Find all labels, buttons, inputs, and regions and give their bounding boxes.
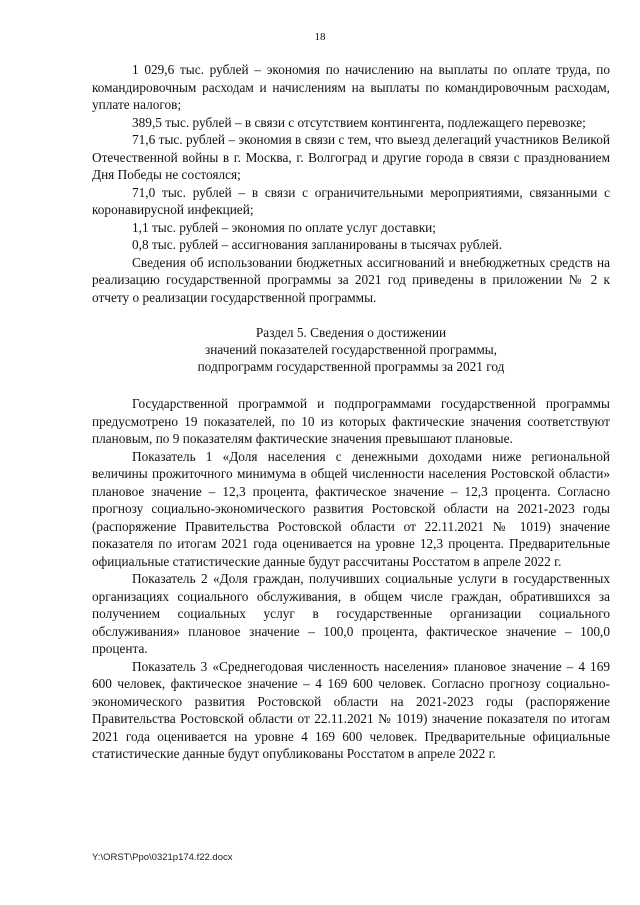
paragraph-indicator-1: Показатель 1 «Доля населения с денежными доходами ниже региональной величины прожиточного минимума в общей численности населения Ростовской области» плановое значение – 12,3 процента, фактическое значение – 12,3 процента. Согласно прогнозу социально-экономического развития Ростовской области на 2021-2023 годы (распоряжение Правительства Ростовской области от 22.11.2021 № 1019) значение показателя по итогам 2021 года оценивается на уровне 12,3 процента. Предварительные официальные статистические данные будут рассчитаны Росстатом в апреле 2022 г. bbox=[92, 448, 610, 569]
paragraph-rounding: 0,8 тыс. рублей – ассигнования запланированы в тысячах рублей. bbox=[132, 237, 503, 252]
page-number: 18 bbox=[314, 31, 326, 43]
paragraph-indicators-overview: Государственной программой и подпрограммами государственной программы предусмотрено 19 показателей, по 10 из которых фактические значения соответствуют плановым, по 9 показателям фактические значения превышают плановые. bbox=[92, 396, 610, 446]
paragraph-budget-usage: Сведения об использовании бюджетных ассигнований и внебюджетных средств на реализацию государственной программы за 2021 год приведены в приложении № 2 к отчету о реализации государственной программы. bbox=[92, 254, 610, 305]
section-heading bbox=[92, 324, 610, 375]
paragraph-no-contingent: 389,5 тыс. рублей – в связи с отсутствием контингента, подлежащего перевозке; bbox=[132, 114, 586, 130]
section-heading-line-1: Раздел 5. Сведения о достижении bbox=[255, 325, 447, 340]
section-heading-line-2: значений показателей государственной программы, bbox=[204, 342, 498, 357]
paragraph-delegations: 71,6 тыс. рублей – экономия в связи с тем, что выезд делегаций участников Великой Отечественной войны в г. Москва, г. Волгоград и другие города в связи с празднованием Дня Победы не состоялся; bbox=[92, 132, 610, 182]
section-heading-line-3: подпрограмм государственной программы за 2021 год bbox=[197, 359, 505, 374]
paragraph-delivery: 1,1 тыс. рублей – экономия по оплате услуг доставки; bbox=[132, 219, 436, 235]
paragraph-indicator-2: Показатель 2 «Доля граждан, получивших социальные услуги в государственных организациях социального обслуживания, в общем числе граждан, обратившихся за получением социальных услуг в государственные организации социального обслуживания» плановое значение – 100,0 процента, фактическое значение – 100,0 процента. bbox=[92, 571, 610, 656]
footer-file-path: Y:\ORST\Ppo\0321p174.f22.docx bbox=[92, 852, 233, 863]
paragraph-economy-wages: 1 029,6 тыс. рублей – экономия по начислению на выплаты по оплате труда, по командировочным расходам и начислениям на выплаты по командировочным расходам, уплате налогов; bbox=[92, 62, 610, 112]
paragraph-covid-restrictions: 71,0 тыс. рублей – в связи с ограничительными мероприятиями, связанными с коронавирусной инфекцией; bbox=[92, 184, 610, 217]
paragraph-indicator-3: Показатель 3 «Среднегодовая численность населения» плановое значение – 4 169 600 человек, фактическое значение – 4 169 600 человек. Согласно прогнозу социально-экономического развития Ростовской области на 2021-2023 годы (распоряжение Правительства Ростовской области от 22.11.2021 № 1019) значение показателя по итогам 2021 года оценивается на уровне 4 169 600 человек. Предварительные официальные статистические данные будут опубликованы Росстатом в апреле 2022 г. bbox=[92, 658, 610, 761]
document-body bbox=[92, 61, 610, 763]
